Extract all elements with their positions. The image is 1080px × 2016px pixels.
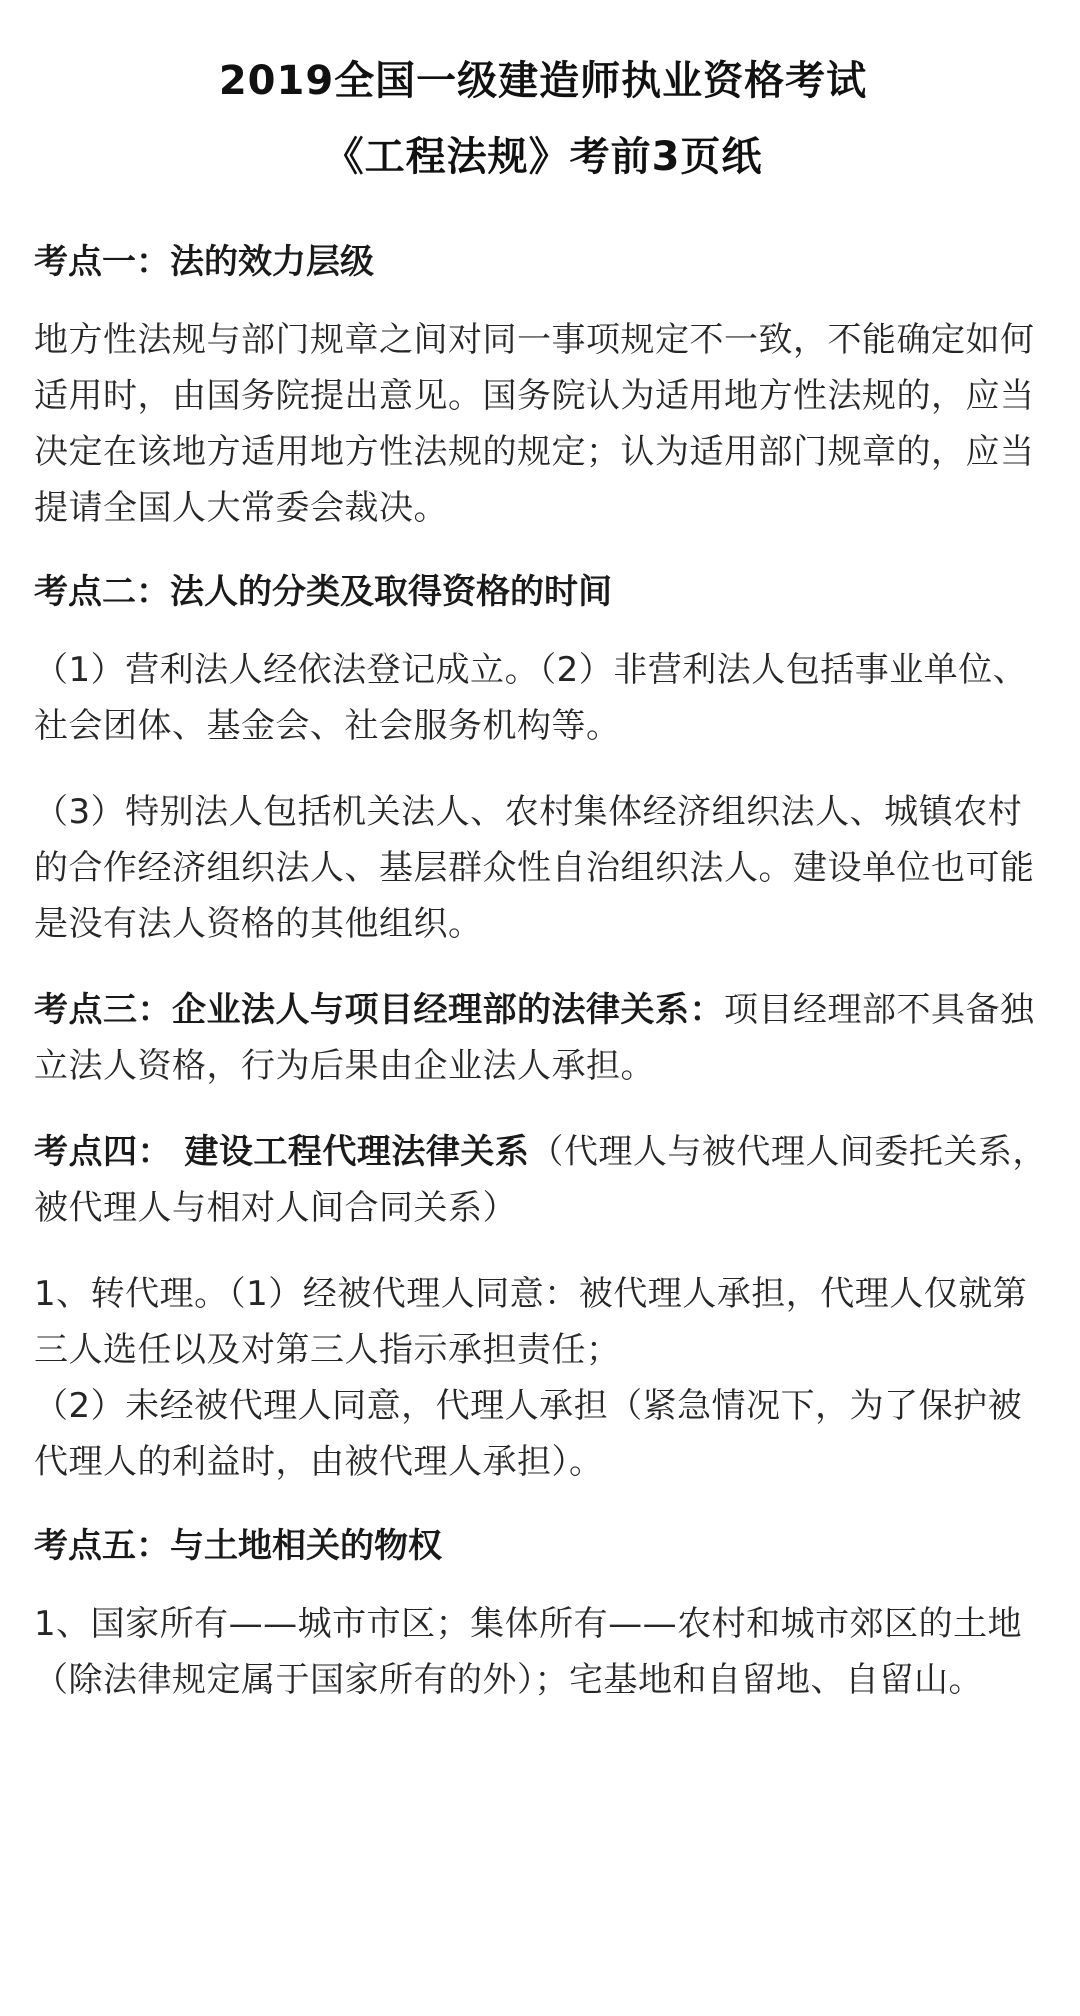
section-4-body-inline: （代理人与被代理人间委托关系，被代理人与相对人间合同关系） xyxy=(34,1132,1047,1228)
section-4-heading: 考点四： 建设工程代理法律关系 xyxy=(34,1132,530,1172)
title-block xyxy=(34,52,1052,186)
section-4 xyxy=(34,1124,1052,1490)
document-title: 2019全国一级建造师执业资格考试 xyxy=(218,58,868,104)
section-4-body-1: 1、转代理。（1）经被代理人同意：被代理人承担，代理人仅就第三人选任以及对第三人指示承担责任； xyxy=(34,1274,1028,1370)
section-2-heading: 考点二：法人的分类及取得资格的时间 xyxy=(34,572,612,612)
section-2-body-1: （1）营利法人经依法登记成立。（2）非营利法人包括事业单位、社会团体、基金会、社会服务机构等。 xyxy=(34,650,1028,746)
section-5-heading: 考点五：与土地相关的物权 xyxy=(34,1526,442,1566)
section-4-body-2: （2）未经被代理人同意，代理人承担（紧急情况下，为了保护被代理人的利益时，由被代理人承担）。 xyxy=(34,1386,1023,1482)
section-1 xyxy=(34,236,1052,536)
section-2-body-2: （3）特别法人包括机关法人、农村集体经济组织法人、城镇农村的合作经济组织法人、基层群众性自治组织法人。建设单位也可能是没有法人资格的其他组织。 xyxy=(34,792,1035,944)
document-subtitle: 《工程法规》考前3页纸 xyxy=(323,134,763,180)
section-3 xyxy=(34,982,1052,1094)
section-3-heading: 考点三：企业法人与项目经理部的法律关系： xyxy=(34,990,724,1030)
section-1-body: 地方性法规与部门规章之间对同一事项规定不一致，不能确定如何适用时，由国务院提出意见。国务院认为适用地方性法规的，应当决定在该地方适用地方性法规的规定；认为适用部门规章的，应当提请全国人大常委会裁决。 xyxy=(34,320,1035,528)
section-4-intro xyxy=(34,1124,1052,1236)
section-2 xyxy=(34,566,1052,952)
section-1-heading: 考点一：法的效力层级 xyxy=(34,242,374,282)
section-5 xyxy=(34,1520,1052,1708)
section-3-body: 项目经理部不具备独立法人资格，行为后果由企业法人承担。 xyxy=(34,990,1035,1086)
section-3-paragraph xyxy=(34,982,1052,1094)
section-5-body: 1、国家所有——城市市区；集体所有——农村和城市郊区的土地（除法律规定属于国家所有的外）；宅基地和自留地、自留山。 xyxy=(34,1604,1023,1700)
